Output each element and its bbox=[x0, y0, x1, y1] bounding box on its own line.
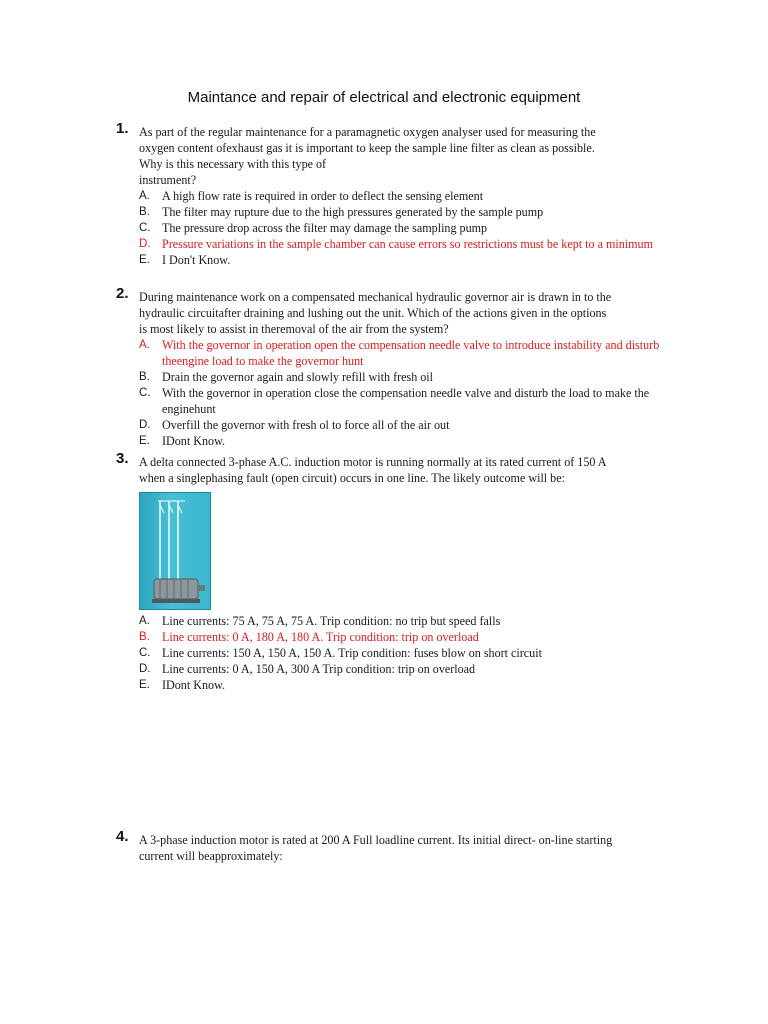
question-line: Why is this necessary with this type of bbox=[139, 157, 327, 171]
option-text: I Don't Know. bbox=[162, 253, 231, 267]
page-title: Maintance and repair of electrical and electronic equipment bbox=[187, 89, 581, 106]
option-text: Overfill the governor with fresh ol to force all of the air out bbox=[162, 418, 450, 432]
option-text: With the governor in operation close the compensation needle valve and disturb the load to make the enginehunt bbox=[162, 386, 650, 416]
option-letter: C. bbox=[139, 387, 151, 399]
option-letter: A. bbox=[139, 190, 150, 202]
option-text: The pressure drop across the filter may damage the sampling pump bbox=[162, 221, 488, 235]
option-e bbox=[139, 433, 678, 449]
option-letter: C. bbox=[139, 647, 151, 659]
option-letter: E. bbox=[139, 679, 150, 691]
question-text bbox=[139, 289, 678, 337]
option-text: IDont Know. bbox=[162, 434, 226, 448]
option-e bbox=[139, 677, 678, 693]
option-letter: D. bbox=[139, 419, 151, 431]
option-list bbox=[139, 337, 678, 449]
option-letter: E. bbox=[139, 435, 150, 447]
question-number: 1. bbox=[116, 120, 129, 137]
option-text: Drain the governor again and slowly refill with fresh oil bbox=[162, 370, 434, 384]
option-a bbox=[139, 188, 678, 204]
option-text: Line currents: 0 A, 180 A, 180 A. Trip condition: trip on overload bbox=[162, 630, 479, 644]
question-line: During maintenance work on a compensated mechanical hydraulic governor air is drawn in to the bbox=[139, 290, 612, 304]
option-d-correct bbox=[139, 236, 678, 252]
question-text bbox=[139, 832, 678, 864]
option-text: Line currents: 150 A, 150 A, 150 A. Trip condition: fuses blow on short circuit bbox=[162, 646, 542, 660]
question-3 bbox=[112, 450, 678, 693]
motor-circuit-figure bbox=[139, 492, 211, 610]
question-1 bbox=[112, 120, 678, 268]
option-letter: A. bbox=[139, 615, 150, 627]
option-list bbox=[139, 613, 678, 693]
question-number: 3. bbox=[116, 450, 129, 467]
option-text: With the governor in operation open the compensation needle valve to introduce instability and disturb theengine load to make the governor hunt bbox=[162, 338, 660, 368]
option-letter: E. bbox=[139, 254, 150, 266]
question-line: As part of the regular maintenance for a paramagnetic oxygen analyser used for measuring the bbox=[139, 125, 596, 139]
option-c bbox=[139, 385, 678, 417]
option-letter: B. bbox=[139, 371, 150, 383]
option-a-correct bbox=[139, 337, 678, 369]
question-line: oxygen content ofexhaust gas it is important to keep the sample line filter as clean as possible. bbox=[139, 141, 595, 155]
option-b-correct bbox=[139, 629, 678, 645]
option-text: A high flow rate is required in order to deflect the sensing element bbox=[162, 189, 484, 203]
option-letter: B. bbox=[139, 631, 150, 643]
option-text: Line currents: 75 A, 75 A, 75 A. Trip condition: no trip but speed falls bbox=[162, 614, 501, 628]
option-text: The filter may rupture due to the high pressures generated by the sample pump bbox=[162, 205, 544, 219]
question-line: A delta connected 3-phase A.C. induction motor is running normally at its rated current of 150 A bbox=[139, 455, 607, 469]
question-number: 4. bbox=[116, 828, 129, 845]
option-letter: B. bbox=[139, 206, 150, 218]
question-text bbox=[139, 124, 678, 188]
option-text: Line currents: 0 A, 150 A, 300 A Trip condition: trip on overload bbox=[162, 662, 476, 676]
option-c bbox=[139, 220, 678, 236]
question-2 bbox=[112, 285, 678, 449]
question-line: when a singlephasing fault (open circuit) occurs in one line. The likely outcome will be: bbox=[139, 471, 565, 485]
option-list bbox=[139, 188, 678, 268]
option-text: Pressure variations in the sample chamber can cause errors so restrictions must be kept to a minimum bbox=[162, 237, 654, 251]
option-letter: A. bbox=[139, 339, 150, 351]
option-d bbox=[139, 417, 678, 433]
question-line: instrument? bbox=[139, 173, 197, 187]
motor-circuit-icon bbox=[140, 493, 210, 609]
question-4 bbox=[112, 828, 678, 864]
option-letter: D. bbox=[139, 238, 151, 250]
option-text: IDont Know. bbox=[162, 678, 226, 692]
option-b bbox=[139, 204, 678, 220]
question-line: is most likely to assist in theremoval of the air from the system? bbox=[139, 322, 449, 336]
question-line: A 3-phase induction motor is rated at 200 A Full loadline current. Its initial direct- on-line starting bbox=[139, 833, 613, 847]
option-d bbox=[139, 661, 678, 677]
question-number: 2. bbox=[116, 285, 129, 302]
option-letter: D. bbox=[139, 663, 151, 675]
option-a bbox=[139, 613, 678, 629]
question-line: hydraulic circuitafter draining and lushing out the unit. Which of the actions given in the options bbox=[139, 306, 607, 320]
question-text bbox=[139, 454, 678, 486]
option-letter: C. bbox=[139, 222, 151, 234]
option-b bbox=[139, 369, 678, 385]
option-e bbox=[139, 252, 678, 268]
question-line: current will beapproximately: bbox=[139, 849, 283, 863]
option-c bbox=[139, 645, 678, 661]
